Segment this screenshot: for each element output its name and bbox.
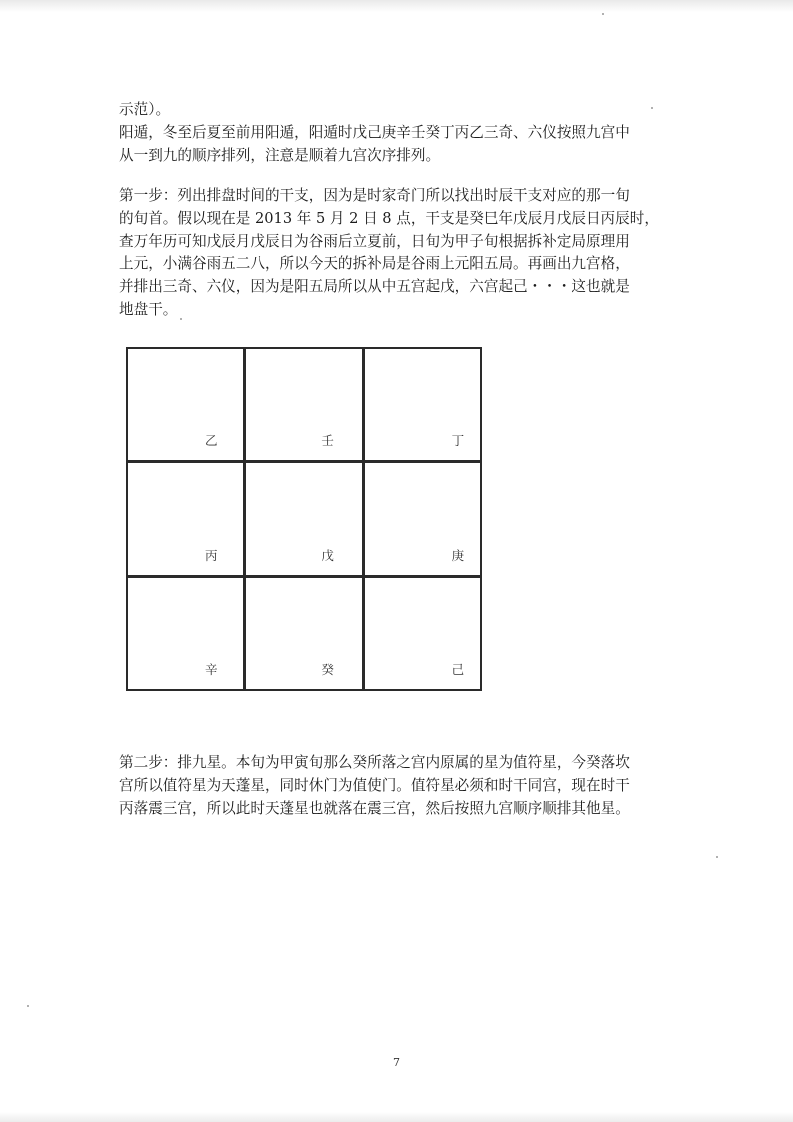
- scan-edge-bottom: [0, 1112, 793, 1122]
- text-line: 并排出三奇、六仪，因为是阳五局所以从中五宫起戊，六宫起己・・・这也就是: [119, 278, 630, 296]
- nine-palace-grid: [126, 347, 482, 691]
- text-line: 阳遁，冬至后夏至前用阳遁，阳遁时戊己庚辛壬癸丁丙乙三奇、六仪按照九宫中: [119, 123, 630, 141]
- palace-cell: [365, 463, 480, 574]
- intro-paragraph: [119, 99, 675, 167]
- cell-stem: 丁: [451, 433, 465, 449]
- palace-cell: [365, 349, 480, 460]
- cell-stem: 己: [451, 662, 465, 677]
- scan-speck: [716, 856, 718, 858]
- palace-cell: [246, 463, 361, 574]
- text-line: 丙落震三宫，所以此时天蓬星也就落在震三宫，然后按照九宫顺序顺排其他星。: [119, 799, 630, 817]
- cell-stem: 庚: [451, 547, 465, 563]
- text-line: 宫所以值符星为天蓬星，同时休门为值使门。值符星必须和时干同宫，现在时干: [119, 776, 630, 794]
- text-line: 的旬首。假以现在是 2013 年 5 月 2 日 8 点，干支是癸巳年戊辰月戊辰日丙辰时，: [119, 209, 659, 227]
- palace-cell: [246, 349, 361, 460]
- text-line: 上元，小满谷雨五二八，所以今天的拆补局是谷雨上元阳五局。再画出九宫格，: [119, 255, 630, 273]
- scan-speck: [27, 1005, 29, 1007]
- cell-stem: 辛: [205, 662, 218, 677]
- cell-stem: 乙: [205, 433, 218, 449]
- scan-speck: [651, 107, 653, 109]
- page-number: 7: [393, 1056, 400, 1069]
- palace-cell: [128, 578, 243, 689]
- scan-edge-top: [0, 0, 793, 12]
- text-line: 地盘干。: [119, 300, 178, 318]
- text-line: 从一到九的顺序排列，注意是顺着九宫次序排列。: [119, 146, 441, 164]
- cell-stem: 癸: [321, 662, 334, 677]
- scan-speck: [602, 13, 604, 15]
- palace-cell: [365, 578, 480, 689]
- cell-stem: 丙: [205, 547, 218, 563]
- cell-stem: 戊: [321, 547, 334, 563]
- scan-speck: [180, 318, 182, 320]
- step1-paragraph: [119, 185, 675, 322]
- cell-stem: 壬: [321, 433, 334, 449]
- palace-cell: [128, 463, 243, 574]
- text-line: 第二步：排九星。本旬为甲寅旬那么癸所落之宫内原属的星为值符星，今癸落坎: [119, 754, 630, 771]
- palace-cell: [246, 578, 361, 689]
- text-line: 第一步：列出排盘时间的干支，因为是时家奇门所以找出时辰干支对应的那一旬: [119, 187, 630, 204]
- text-line: 查万年历可知戊辰月戊辰日为谷雨后立夏前，日旬为甲子旬根据拆补定局原理用: [119, 232, 630, 250]
- palace-cell: [128, 349, 243, 460]
- step2-paragraph: [119, 752, 675, 820]
- text-line: 示范）。: [119, 101, 171, 118]
